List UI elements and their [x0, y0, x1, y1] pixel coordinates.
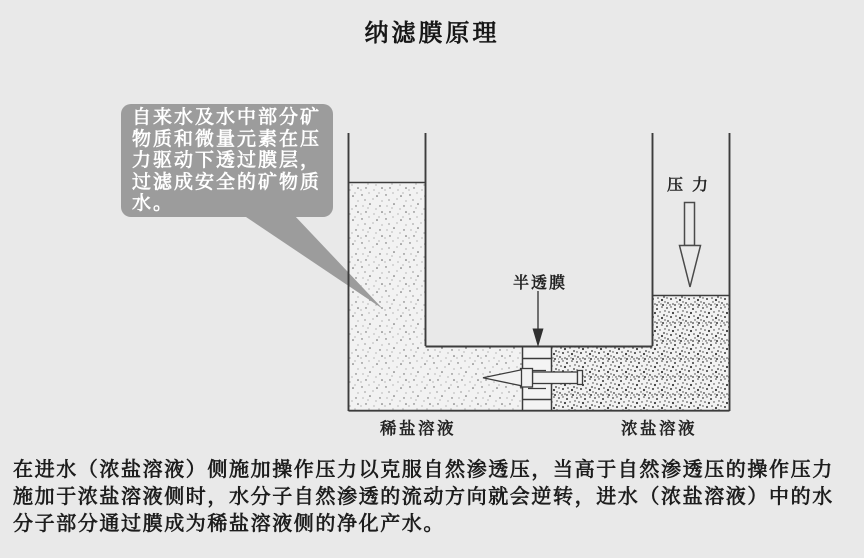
callout-line: 物质和微量元素在压	[132, 128, 322, 150]
callout-bubble	[121, 104, 333, 217]
dilute-solution-label: 稀盐溶液	[380, 420, 456, 438]
callout-line: 自来水及水中部分矿	[132, 107, 322, 128]
membrane-label: 半透膜	[512, 275, 567, 292]
description-paragraph	[13, 457, 859, 538]
page-title: 纳滤膜原理	[364, 20, 500, 47]
concentrated-solution-label: 浓盐溶液	[621, 420, 697, 438]
description-line: 在进水（浓盐溶液）侧施加操作压力以克服自然渗透压，当高于自然渗透压的操作压力	[13, 459, 834, 481]
pressure-label: 压力	[666, 177, 717, 194]
description-line: 施加于浓盐溶液侧时，水分子自然渗透的流动方向就会逆转，进水（浓盐溶液）中的水	[13, 486, 834, 508]
pressure-arrow	[680, 203, 701, 288]
description-line: 分子部分通过膜成为稀盐溶液侧的净化产水。	[13, 513, 445, 535]
concentrated-solution-region	[552, 295, 729, 410]
callout-line: 水。	[132, 193, 175, 214]
membrane-pointer-arrow	[533, 291, 544, 347]
callout-line: 力驱动下透过膜层，	[132, 150, 322, 171]
callout-line: 过滤成安全的矿物质	[132, 171, 322, 193]
